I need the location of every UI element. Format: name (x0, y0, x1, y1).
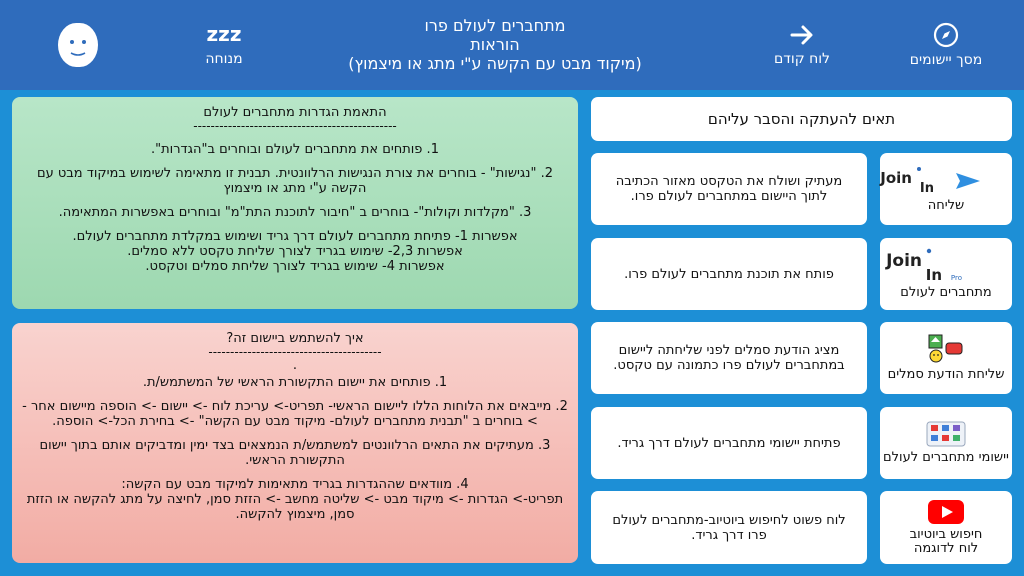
top-bar (0, 0, 1024, 90)
svg-text:Join: Join (880, 169, 912, 187)
usage-dot: . (292, 358, 298, 373)
page-title (330, 16, 660, 73)
apps-tile-label: יישומי מתחברים לעולם (883, 450, 1009, 465)
svg-text:Pro: Pro (950, 274, 962, 282)
row-1-description[interactable] (591, 153, 867, 225)
joinin-tile-label: מתחברים לעולם (900, 285, 992, 300)
symbols-message-tile-label: שליחת הודעת סמלים (887, 367, 1005, 382)
compass-icon (933, 22, 959, 48)
back-button[interactable] (760, 0, 844, 90)
youtube-tile-label: חיפוש ביוטיוב לוח לדוגמה (909, 526, 983, 556)
row-1-description-text: מעתיק ושולח את הטקסט מאזור הכתיבה לתוך היישום במתחברים לעולם פרו. (615, 174, 843, 204)
home-label: מסך יישומים (909, 52, 983, 68)
joinin-logo-icon (886, 248, 976, 284)
rest-button[interactable] (184, 0, 264, 90)
row-5-description-text: לוח פשוט לחיפוש ביוטיוב-מתחברים לעולם פרו דרך גריד. (612, 512, 846, 543)
settings-option-4: אפשרות 4- שימוש בגריד לצורך שליחת סמלים וטקסט. (145, 259, 445, 274)
row-2-description[interactable] (591, 238, 867, 310)
title-line-1: מתחברים לעולם פרו (424, 16, 566, 35)
usage-step-4-title: 4. מוודאים שההגדרות בגריד מתאימות למיקוד מבט עם הקשה: (121, 477, 469, 492)
face-icon (58, 23, 98, 67)
usage-divider: ---------------------------------------- (208, 345, 382, 359)
copy-cells-header-label: תאים להעתקה והסבר עליהם (707, 109, 896, 128)
send-tile-label: שליחה (927, 198, 965, 213)
row-2-description-text: פותח את תוכנת מתחברים לעולם פרו. (624, 266, 834, 282)
title-line-3: (מיקוד מבט עם הקשה ע"י מתג או מיצמוץ) (348, 54, 642, 73)
svg-text:In: In (919, 181, 934, 196)
home-button[interactable] (898, 0, 994, 90)
joinin-tile[interactable] (880, 238, 1012, 310)
rest-label: מנוחה (205, 51, 243, 67)
face-button[interactable] (52, 0, 104, 90)
back-label: לוח קודם (773, 51, 831, 67)
send-icon (880, 165, 982, 196)
usage-step-2: 2. מייבאים את הלוחות הללו ליישום הראשי- תפריט-> עריכת לוח -> יישום -> הוספה מיישום אחר -> בוחרים ב "תבנית מתחברים לעולם- מיקוד מבט עם הקשה" -> בחירת הכל-> הוספה. (22, 399, 568, 429)
content-area (0, 90, 1024, 576)
settings-divider: ----------------------------------------------- (193, 119, 397, 133)
youtube-icon (928, 500, 964, 524)
svg-text:In: In (925, 266, 942, 284)
apps-grid-icon (926, 421, 966, 447)
usage-step-1: 1. פותחים את יישום התקשורת הראשי של המשתמש/ת. (142, 375, 448, 390)
arrow-right-icon (789, 23, 815, 47)
settings-step-1: 1. פותחים את מתחברים לעולם ובוחרים ב"הגדרות". (151, 142, 439, 157)
svg-text:Join: Join (886, 251, 922, 271)
settings-step-3: 3. "מקלדות וקולות"- בוחרים ב "חיבור לתוכנת התת"מ" ובוחרים באפשרות המתאימה. (58, 205, 532, 220)
row-3-description[interactable] (591, 322, 867, 394)
row-3-description-text: מציג הודעת סמלים לפני שליחתה ליישום במתחברים לעולם פרו כתמונה עם טקסט. (613, 343, 845, 373)
settings-step-2: 2. "נגישות" - בוחרים את צורת הנגישות הרלוונטית. תבנית זו מתאימה לשימוש במיקוד מבט עם הקשה ע"י מתג או מיצמוץ (36, 166, 554, 196)
youtube-tile[interactable] (880, 491, 1012, 564)
settings-option-23: אפשרות 2,3- שימוש בגריד לצורך שליחת טקסט ללא סמלים. (127, 244, 463, 259)
row-5-description[interactable] (591, 491, 867, 564)
send-tile[interactable] (880, 153, 1012, 225)
row-4-description[interactable] (591, 407, 867, 479)
copy-cells-header[interactable] (591, 97, 1012, 141)
usage-step-3: 3. מעתיקים את התאים הרלוונטים למשתמש/ת הנמצאים בצד ימין ומדביקים אותם בתוך יישום התקשורת הראשי. (39, 438, 551, 468)
usage-title: איך להשתמש ביישום זה? (226, 331, 364, 346)
usage-step-4-body: תפריט-> הגדרות -> מיקוד מבט -> שליטה מחשב -> הזזת סמן, לחיצה על מתג להקשה או הזזת סמן, מיצמוץ להקשה. (26, 492, 564, 522)
settings-option-1: אפשרות 1- פתיחת מתחברים לעולם דרך גריד ושימוש במקלדת מתחברים לעולם. (72, 229, 518, 244)
settings-title: התאמת הגדרות מתחברים לעולם (203, 105, 387, 120)
zzz-icon: zzz (206, 22, 242, 46)
symbols-message-tile[interactable] (880, 322, 1012, 394)
usage-instructions-panel (12, 323, 578, 563)
title-line-2: הוראות (470, 35, 520, 54)
row-4-description-text: פתיחת יישומי מתחברים לעולם דרך גריד. (617, 435, 841, 451)
apps-tile[interactable] (880, 407, 1012, 479)
settings-instructions-panel (12, 97, 578, 309)
symbols-message-icon (926, 334, 966, 364)
